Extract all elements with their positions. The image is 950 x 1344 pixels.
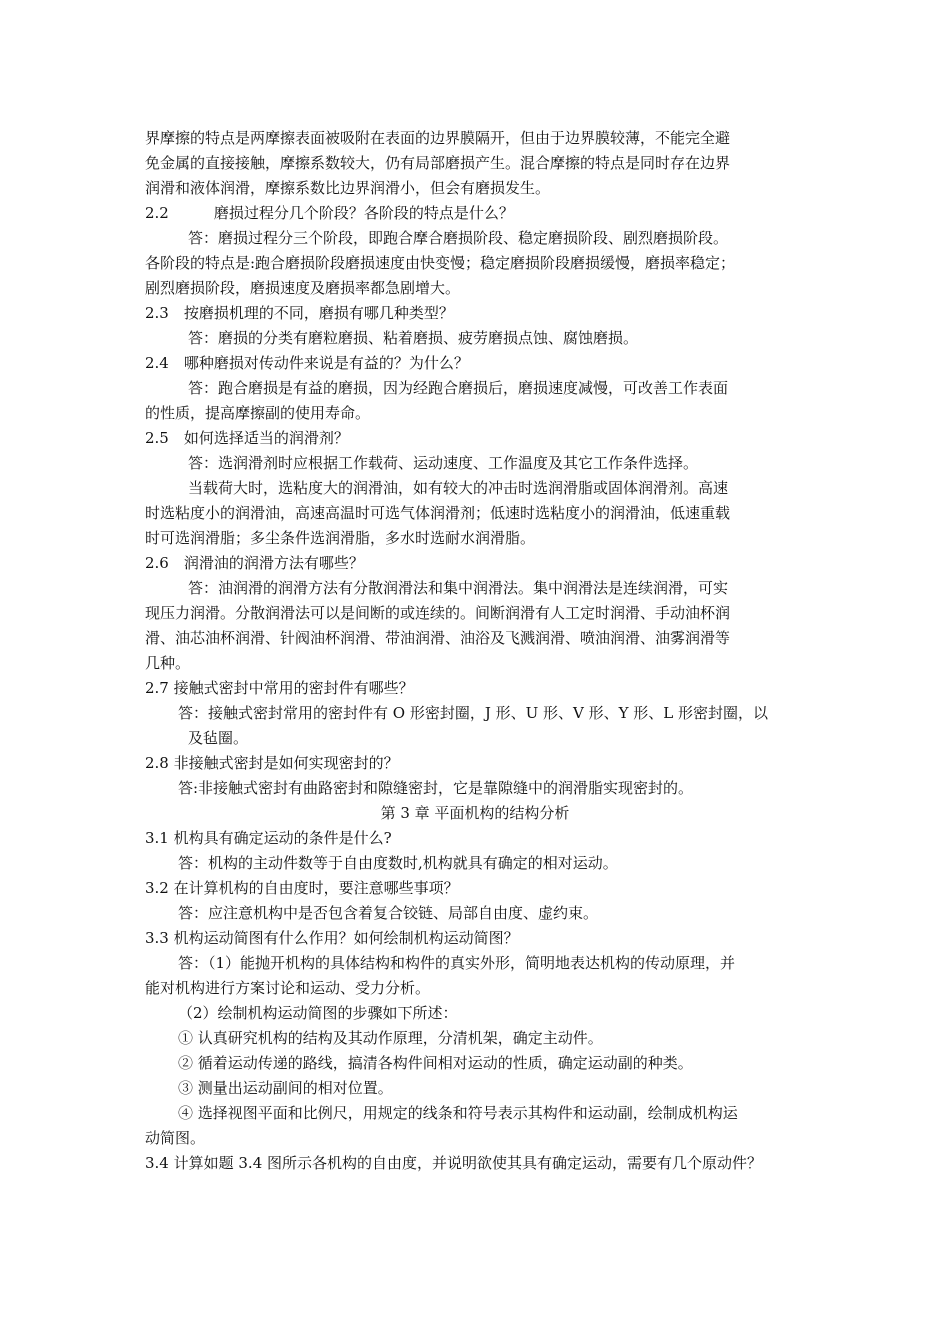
text-line: 时选粘度小的润滑油，高速高温时可选气体润滑剂；低速时选粘度小的润滑油，低速重载 [145, 504, 731, 522]
text-line: （2）绘制机构运动简图的步骤如下所述： [178, 1004, 458, 1022]
answer-3-2: 答：应注意机构中是否包含着复合铰链、局部自由度、虚约束。 [178, 904, 599, 922]
step-item: ④ 选择视图平面和比例尺，用规定的线条和符号表示其构件和运动副，绘制成机构运 [178, 1104, 738, 1122]
text-line: 及毡圈。 [188, 729, 249, 747]
question-2-8: 2.8 非接触式密封是如何实现密封的？ [145, 754, 399, 772]
text-line: 滑、油芯油杯润滑、针阀油杯润滑、带油润滑、油浴及飞溅润滑、喷油润滑、油雾润滑等 [145, 629, 731, 647]
text-line: 几种。 [145, 654, 191, 672]
answer-2-3: 答：磨损的分类有磨粒磨损、粘着磨损、疲劳磨损点蚀、腐蚀磨损。 [188, 329, 639, 347]
question-3-2: 3.2 在计算机构的自由度时，要注意哪些事项？ [145, 879, 459, 897]
text-line: 现压力润滑。分散润滑法可以是间断的或连续的。间断润滑有人工定时润滑、手动油杯润 [145, 604, 731, 622]
question-3-4: 3.4 计算如题 3.4 图所示各机构的自由度，并说明欲使其具有确定运动，需要有几个原动件？ [145, 1154, 763, 1172]
question-2-3: 2.3 按磨损机理的不同，磨损有哪几种类型？ [145, 304, 454, 322]
text-line: 界摩擦的特点是两摩擦表面被吸附在表面的边界膜隔开，但由于边界膜较薄，不能完全避 [145, 129, 731, 147]
text-line: 当载荷大时，选粘度大的润滑油，如有较大的冲击时选润滑脂或固体润滑剂。高速 [188, 479, 729, 497]
text-line: 能对机构进行方案讨论和运动、受力分析。 [145, 979, 431, 997]
answer-2-7: 答：接触式密封常用的密封件有 O 形密封圈，J 形、U 形、V 形、Y 形、L 形密封圈，以 [178, 704, 769, 722]
answer-2-2: 答：磨损过程分三个阶段，即跑合摩合磨损阶段、稳定磨损阶段、剧烈磨损阶段。 [188, 229, 729, 247]
answer-2-8: 答:非接触式密封有曲路密封和隙缝密封，它是靠隙缝中的润滑脂实现密封的。 [178, 779, 694, 797]
question-2-7: 2.7 接触式密封中常用的密封件有哪些？ [145, 679, 414, 697]
text-line: 时可选润滑脂；多尘条件选润滑脂，多水时选耐水润滑脂。 [145, 529, 536, 547]
text-line: 动简图。 [145, 1129, 206, 1147]
chapter-heading: 第 3 章 平面机构的结构分析 [380, 804, 570, 822]
answer-2-5: 答：选润滑剂时应根据工作载荷、运动速度、工作温度及其它工作条件选择。 [188, 454, 699, 472]
text-line: 各阶段的特点是:跑合磨损阶段磨损速度由快变慢；稳定磨损阶段磨损缓慢，磨损率稳定； [145, 254, 736, 272]
text-line: 的性质，提高摩擦副的使用寿命。 [145, 404, 371, 422]
answer-2-4: 答：跑合磨损是有益的磨损，因为经跑合磨损后，磨损速度减慢，可改善工作表面 [188, 379, 729, 397]
step-item: ② 循着运动传递的路线，搞清各构件间相对运动的性质，确定运动副的种类。 [178, 1054, 693, 1072]
text-line: 剧烈磨损阶段，磨损速度及磨损率都急剧增大。 [145, 279, 461, 297]
step-item: ① 认真研究机构的结构及其动作原理，分清机架，确定主动件。 [178, 1029, 603, 1047]
question-2-2: 2.2 磨损过程分几个阶段？各阶段的特点是什么？ [145, 204, 514, 222]
question-3-3: 3.3 机构运动简图有什么作用？如何绘制机构运动简图？ [145, 929, 519, 947]
question-2-5: 2.5 如何选择适当的润滑剂？ [145, 429, 349, 447]
text-line: 免金属的直接接触，摩擦系数较大，仍有局部磨损产生。混合摩擦的特点是同时存在边界 [145, 154, 731, 172]
answer-2-6: 答：油润滑的润滑方法有分散润滑法和集中润滑法。集中润滑法是连续润滑，可实 [188, 579, 729, 597]
step-item: ③ 测量出运动副间的相对位置。 [178, 1079, 393, 1097]
answer-3-3: 答：（1）能抛开机构的具体结构和构件的真实外形，简明地表达机构的传动原理，并 [178, 954, 736, 972]
question-2-6: 2.6 润滑油的润滑方法有哪些？ [145, 554, 364, 572]
answer-3-1: 答：机构的主动件数等于自由度数时,机构就具有确定的相对运动。 [178, 854, 618, 872]
question-3-1: 3.1 机构具有确定运动的条件是什么? [145, 829, 392, 847]
text-line: 润滑和液体润滑，摩擦系数比边界润滑小，但会有磨损发生。 [145, 179, 551, 197]
question-2-4: 2.4 哪种磨损对传动件来说是有益的？为什么？ [145, 354, 469, 372]
